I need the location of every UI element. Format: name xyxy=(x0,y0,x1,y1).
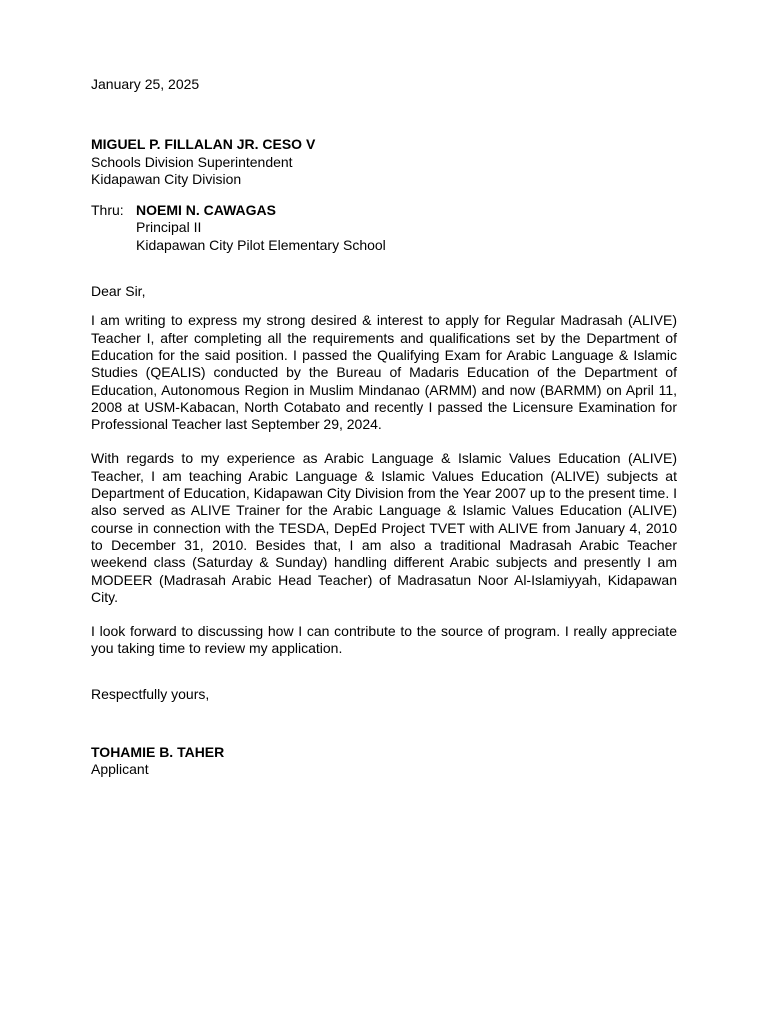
thru-name: NOEMI N. CAWAGAS xyxy=(136,202,277,219)
thru-title: Principal II xyxy=(136,219,202,236)
body-paragraph: I am writing to express my strong desired & interest to apply for Regular Madrasah (ALIVE) Teacher I, after completing all the requirements and qualifications set by the Department of Education for the said position. I passed the Qualifying Exam for Arabic Language & Islamic Studies (QEALIS) conducted by the Bureau of Madaris Education of the Department of Education, Autonomous Region in Muslim Mindanao (ARMM) and now (BARMM) on April 11, 2008 at USM-Kabacan, North Cotabato and recently I passed the Licensure Examination for Professional Teacher last September 29, 2024. xyxy=(91,312,677,433)
letter-page xyxy=(91,76,677,779)
closing: Respectfully yours, xyxy=(91,685,210,702)
salutation: Dear Sir, xyxy=(91,283,146,300)
signatory-name: TOHAMIE B. TAHER xyxy=(91,744,225,761)
signatory-role: Applicant xyxy=(91,761,149,778)
thru-block xyxy=(91,202,677,254)
recipient-title: Schools Division Superintendent xyxy=(91,153,293,170)
body-paragraph: I look forward to discussing how I can contribute to the source of program. I really appreciate you taking time to review my application. xyxy=(91,623,677,657)
thru-details xyxy=(136,202,386,254)
recipient-name: MIGUEL P. FILLALAN JR. CESO V xyxy=(91,136,316,153)
thru-label: Thru: xyxy=(91,202,124,219)
recipient-office: Kidapawan City Division xyxy=(91,170,242,187)
letter-date: January 25, 2025 xyxy=(91,76,200,92)
signature-block xyxy=(91,744,677,779)
recipient-block xyxy=(91,136,677,188)
thru-office: Kidapawan City Pilot Elementary School xyxy=(136,236,386,253)
body-paragraph: With regards to my experience as Arabic Language & Islamic Values Education (ALIVE) Teacher, I am teaching Arabic Language & Islamic Values Education (ALIVE) subjects at Department of Education, Kidapawan City Division from the Year 2007 up to the present time. I also served as ALIVE Trainer for the Arabic Language & Islamic Values Education (ALIVE) course in connection with the TESDA, DepEd Project TVET with ALIVE from January 4, 2010 to December 31, 2010. Besides that, I am also a traditional Madrasah Arabic Teacher weekend class (Saturday & Sunday) handling different Arabic subjects and presently I am MODEER (Madrasah Arabic Head Teacher) of Madrasatun Noor Al-Islamiyyah, Kidapawan City. xyxy=(91,450,677,605)
